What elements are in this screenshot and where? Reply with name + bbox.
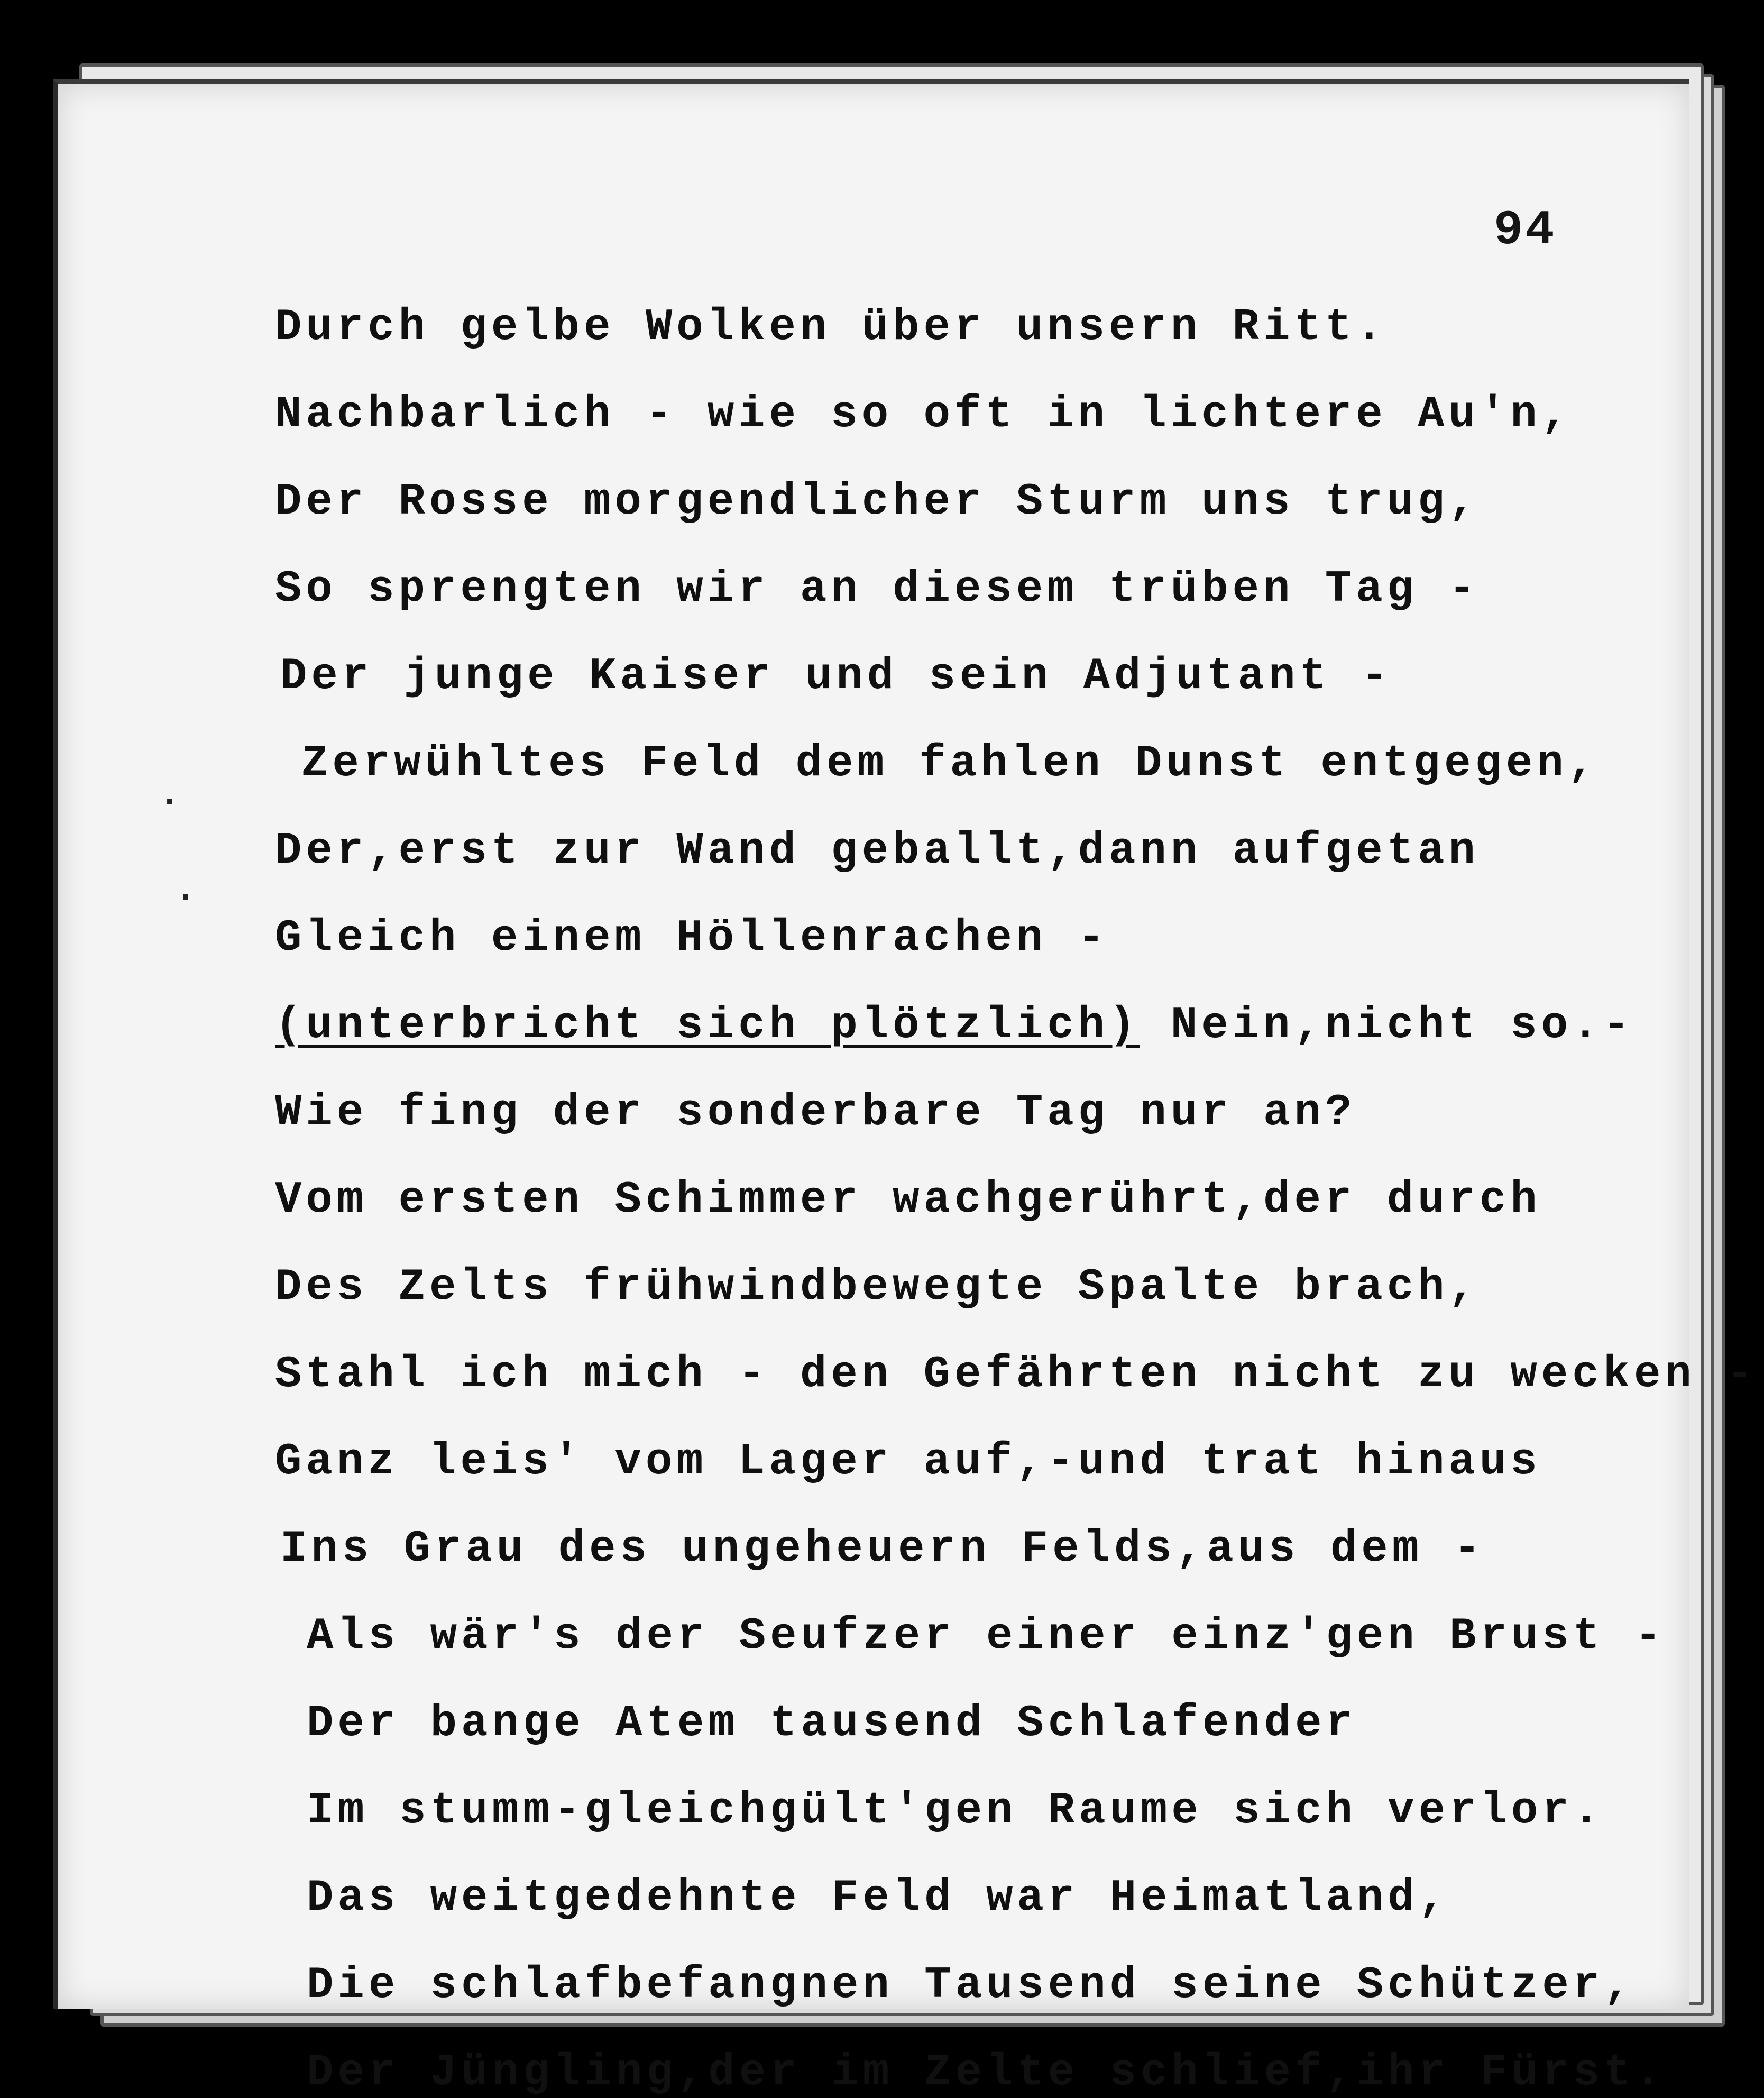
text-line: Als wär's der Seufzer einer einz'gen Brust - <box>307 1611 1666 1662</box>
text-line-continuation: Nein,nicht so.- <box>1170 1001 1634 1051</box>
text-line: Der junge Kaiser und sein Adjutant - <box>280 652 1392 702</box>
text-line: Im stumm-gleichgült'gen Raume sich verlor. <box>307 1786 1604 1836</box>
typewritten-page <box>53 79 1758 2098</box>
text-line: Durch gelbe Wolken über unsern Ritt. <box>275 303 1387 353</box>
text-line: Stahl ich mich - den Gefährten nicht zu wecken - <box>275 1350 1758 1400</box>
text-line: Der bange Atem tausend Schlafender <box>307 1699 1357 1749</box>
stage-direction-line <box>275 1001 1634 1051</box>
text-line: Das weitgedehnte Feld war Heimatland, <box>307 1873 1450 1923</box>
text-line: Der,erst zur Wand geballt,dann aufgetan <box>275 826 1480 876</box>
text-line: Der Jüngling,der im Zelte schlief,ihr Fürst. <box>307 2048 1666 2098</box>
text-line: Wie fing der sonderbare Tag nur an? <box>275 1088 1356 1138</box>
text-line: Gleich einem Höllenrachen - <box>275 913 1109 964</box>
text-line: So sprengten wir an diesem trüben Tag - <box>275 564 1480 615</box>
margin-mark: · <box>174 877 197 919</box>
page-number: 94 <box>1494 203 1557 258</box>
text-line: Die schlafbefangnen Tausend seine Schützer, <box>307 1960 1635 2011</box>
text-line: Ins Grau des ungeheuern Felds,aus dem - <box>280 1524 1485 1574</box>
poem-body <box>58 84 1758 2098</box>
text-line: Des Zelts frühwindbewegte Spalte brach, <box>275 1262 1480 1313</box>
text-line: Nachbarlich - wie so oft in lichtere Au'n, <box>275 390 1573 440</box>
text-line: Der Rosse morgendlicher Sturm uns trug, <box>275 477 1480 527</box>
margin-mark: · <box>159 782 181 823</box>
stage-direction: (unterbricht sich plötzlich) <box>275 1001 1140 1051</box>
text-line: Vom ersten Schimmer wachgerührt,der durch <box>275 1175 1541 1225</box>
text-line: Ganz leis' vom Lager auf,-und trat hinaus <box>275 1437 1541 1487</box>
text-line: Zerwühltes Feld dem fahlen Dunst entgegen, <box>301 739 1599 789</box>
